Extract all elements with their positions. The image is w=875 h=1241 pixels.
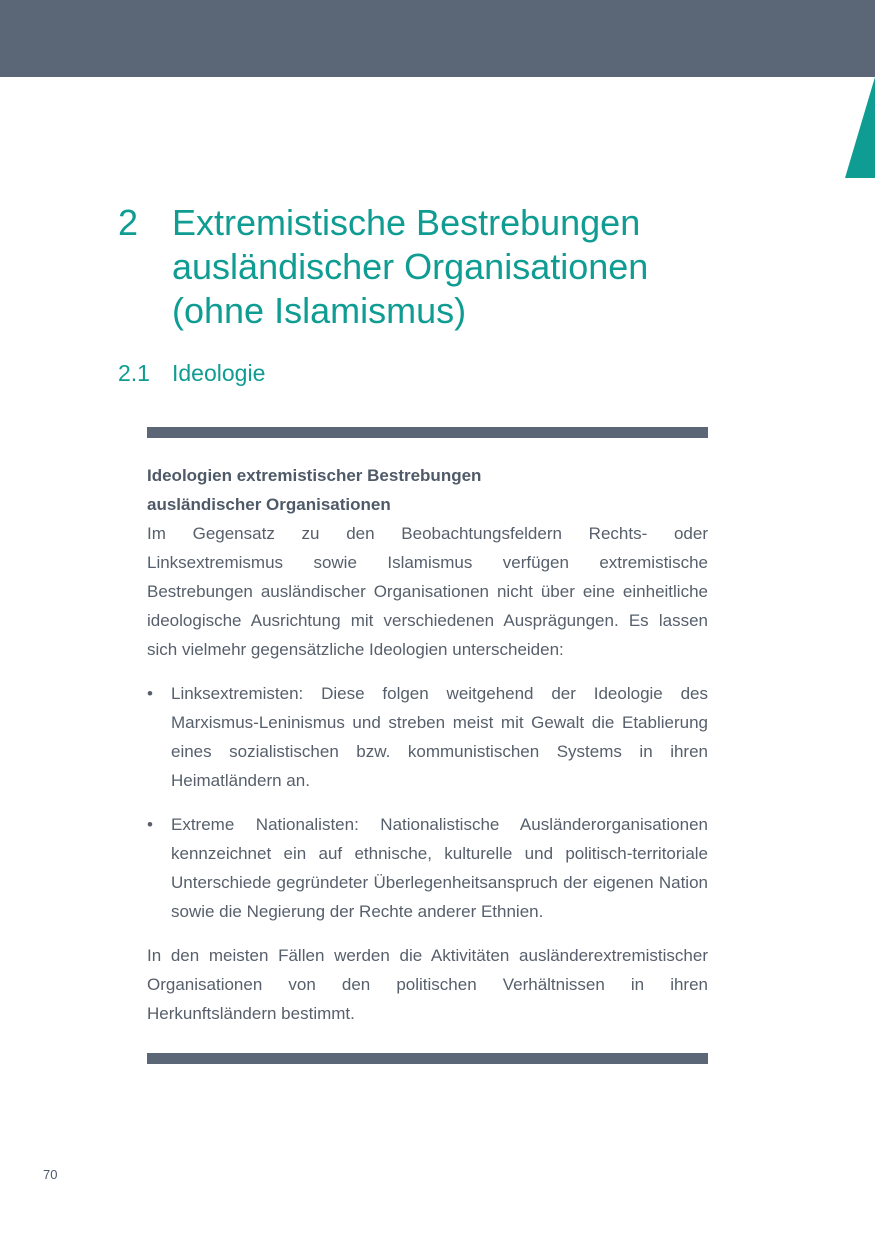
chapter-title: Extremistische Bestrebungen ausländischer Organisationen (ohne Islamismus) xyxy=(172,202,649,331)
box-bottom-rule xyxy=(147,1053,708,1064)
list-item-text: Linksextremisten: Diese folgen weitgehend der Ideologie des Marxismus-Leninismus und streben meist mit Gewalt die Etablierung eines sozialistischen bzw. kommunistischen Systems in ihren Heimatländern an. xyxy=(171,684,708,790)
section-title: Ideologie xyxy=(172,360,266,386)
chapter-heading xyxy=(118,201,738,333)
bullet-icon: • xyxy=(147,684,153,703)
list-item xyxy=(147,810,708,926)
box-top-rule xyxy=(147,427,708,438)
box-heading: Ideologien extremistischer Bestrebungen ausländischer Organisationen xyxy=(147,466,482,514)
corner-accent-triangle xyxy=(845,77,875,178)
page-number: 70 xyxy=(43,1167,58,1182)
section-number: 2.1 xyxy=(118,360,150,386)
list-item-text: Extreme Nationalisten: Nationalistische Ausländerorganisationen kennzeichnet ein auf ethnische, kulturelle und politisch-territoriale Unterschiede gegründeter Überlegenheitsanspruch der eigenen Nation sowie die Negierung der Rechte anderer Ethnien. xyxy=(171,815,708,921)
box-intro: Im Gegensatz zu den Beobachtungsfeldern Rechts- oder Linksextremismus sowie Islamismus verfügen extremistische Bestrebungen ausländischer Organisationen nicht über eine einheitliche ideologische Ausrichtung mit verschiedenen Ausprägungen. Es lassen sich vielmehr gegensätzliche Ideologien unterscheiden: xyxy=(147,524,708,659)
chapter-number: 2 xyxy=(118,202,139,243)
box-closing: In den meisten Fällen werden die Aktivitäten ausländerextremistischer Organisationen von den politischen Verhältnissen in ihren Herkunftsländern bestimmt. xyxy=(147,946,708,1023)
section-heading xyxy=(118,358,265,388)
bullet-list xyxy=(147,679,708,926)
bullet-icon: • xyxy=(147,815,153,834)
header-bar xyxy=(0,0,875,77)
list-item xyxy=(147,679,708,795)
info-box xyxy=(147,461,708,1028)
